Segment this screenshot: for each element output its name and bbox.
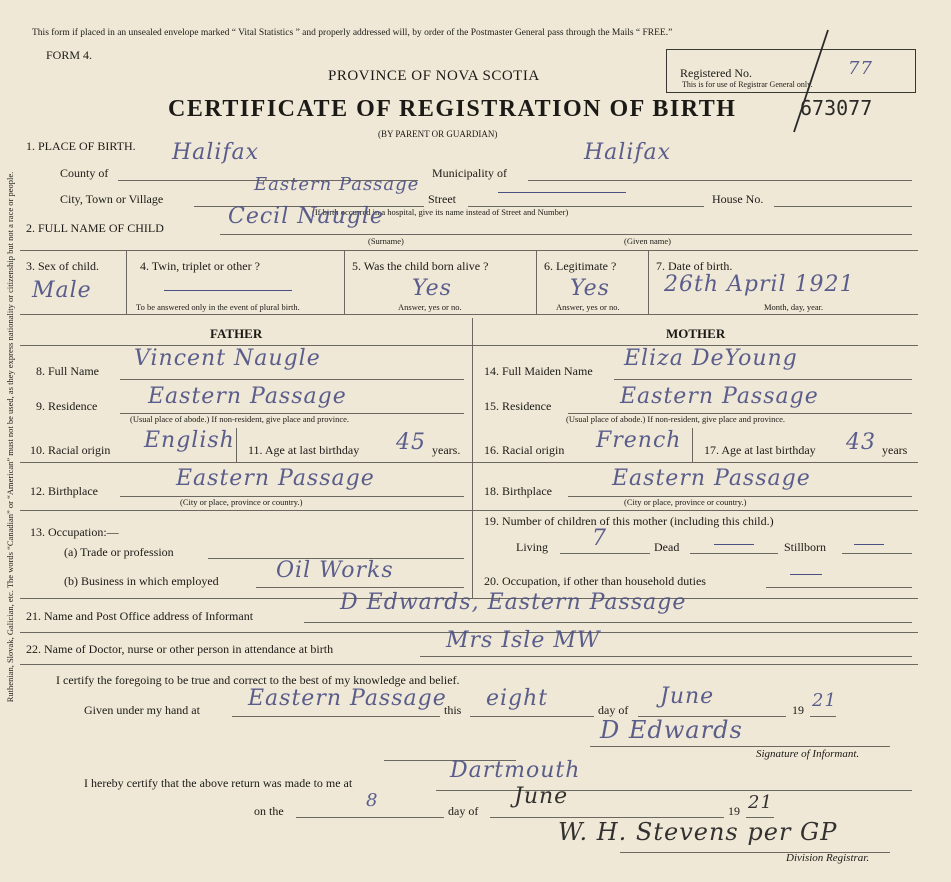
- mother-residence-value: Eastern Passage: [620, 384, 819, 409]
- registrar-day-of-label: day of: [448, 804, 479, 818]
- father-race-label: 10. Racial origin: [30, 443, 111, 457]
- attendant-label: 22. Name of Doctor, nurse or other person in attendance at birth: [26, 642, 334, 656]
- mother-birthplace-label: 18. Birthplace: [484, 484, 552, 498]
- on-the-label: on the: [254, 804, 284, 818]
- registrar-month-value: June: [514, 784, 569, 809]
- county-label: County of: [60, 166, 109, 180]
- father-birthplace-note: (City or place, province or country.): [180, 497, 303, 507]
- dob-note: Month, day, year.: [764, 302, 824, 312]
- legitimate-note: Answer, yes or no.: [556, 302, 620, 312]
- place-of-birth-label: 1. PLACE OF BIRTH.: [26, 139, 136, 153]
- mother-residence-label: 15. Residence: [484, 399, 552, 413]
- surname-caption: (Surname): [368, 236, 404, 246]
- father-residence-value: Eastern Passage: [148, 384, 347, 409]
- children-count-label: 19. Number of children of this mother (including this child.): [484, 514, 774, 528]
- father-birthplace-label: 12. Birthplace: [30, 484, 98, 498]
- county-value: Halifax: [172, 140, 260, 165]
- registered-no-label: Registered No.: [680, 66, 752, 80]
- mother-birthplace-note: (City or place, province or country.): [624, 497, 747, 507]
- registrar-year-value: 21: [748, 792, 773, 813]
- registered-no-value: 77: [848, 58, 873, 79]
- certify-statement: I certify the foregoing to be true and correct to the best of my knowledge and belief.: [56, 673, 460, 687]
- day-of-label: day of: [598, 703, 629, 717]
- city-label: City, Town or Village: [60, 192, 164, 206]
- mother-residence-note: (Usual place of abode.) If non-resident, give place and province.: [566, 414, 786, 424]
- dob-value: 26th April 1921: [664, 272, 855, 297]
- given-name-caption: (Given name): [624, 236, 671, 246]
- given-place-value: Eastern Passage: [248, 686, 447, 711]
- informant-signature: D Edwards: [600, 716, 743, 744]
- father-header: FATHER: [210, 326, 263, 341]
- registrar-day-value: 8: [366, 790, 379, 811]
- top-notice: This form if placed in an unsealed envelope marked “ Vital Statistics ” and properly addressed will, by order of the Postmaster General pass through the Mails “ FREE.”: [32, 28, 673, 38]
- informant-value: D Edwards, Eastern Passage: [340, 590, 687, 615]
- given-under-label: Given under my hand at: [84, 703, 200, 717]
- mother-header: MOTHER: [666, 326, 726, 341]
- legitimate-label: 6. Legitimate ?: [544, 259, 617, 273]
- informant-signature-caption: Signature of Informant.: [756, 748, 860, 760]
- born-alive-note: Answer, yes or no.: [398, 302, 462, 312]
- father-residence-note: (Usual place of abode.) If non-resident, give place and province.: [130, 414, 350, 424]
- father-age-value: 45: [396, 430, 426, 455]
- hospital-note: (If birth occurred in a hospital, give its name instead of Street and Number): [312, 207, 569, 217]
- living-label: Living: [516, 540, 548, 554]
- city-value: Eastern Passage: [254, 174, 420, 195]
- side-notice: Ruthenian, Slovak, Galician, etc. The words “Canadian” or “American” must not be used, as they express nationality or citizenship but not a race or people.: [5, 171, 15, 703]
- father-race-value: English: [144, 428, 235, 453]
- twin-note: To be answered only in the event of plural birth.: [136, 302, 300, 312]
- legitimate-value: Yes: [570, 276, 610, 301]
- municipality-value: Halifax: [584, 140, 672, 165]
- father-age-unit: years.: [432, 443, 461, 457]
- page-subtitle: (BY PARENT OR GUARDIAN): [378, 129, 498, 139]
- mother-age-label: 17. Age at last birthday: [704, 443, 816, 457]
- house-no-label: House No.: [712, 192, 764, 206]
- given-year-prefix: 19: [792, 703, 804, 717]
- mother-race-label: 16. Racial origin: [484, 443, 565, 457]
- registrar-statement: I hereby certify that the above return was made to me at: [84, 776, 353, 790]
- business-value: Oil Works: [276, 558, 394, 583]
- registrar-caption: Division Registrar.: [786, 852, 870, 864]
- attendant-value: Mrs Isle MW: [446, 628, 601, 653]
- trade-label: (a) Trade or profession: [64, 545, 174, 559]
- mother-race-value: French: [596, 428, 682, 453]
- page-title: CERTIFICATE OF REGISTRATION OF BIRTH: [168, 96, 737, 122]
- street-label: Street: [428, 192, 456, 206]
- registrar-signature: W. H. Stevens per GP: [558, 818, 838, 846]
- father-birthplace-value: Eastern Passage: [176, 466, 375, 491]
- given-year-value: 21: [812, 690, 837, 711]
- mother-name-value: Eliza DeYoung: [624, 346, 798, 371]
- given-month-value: June: [660, 684, 715, 709]
- given-day-value: eight: [486, 686, 549, 711]
- occupation-label: 13. Occupation:—: [30, 525, 119, 539]
- province-heading: PROVINCE OF NOVA SCOTIA: [328, 68, 540, 84]
- born-alive-value: Yes: [412, 276, 452, 301]
- mother-name-label: 14. Full Maiden Name: [484, 364, 593, 378]
- registrar-place-value: Dartmouth: [450, 758, 581, 783]
- mother-age-value: 43: [846, 430, 876, 455]
- business-label: (b) Business in which employed: [64, 574, 219, 588]
- father-name-value: Vincent Naugle: [134, 346, 321, 371]
- child-name-label: 2. FULL NAME OF CHILD: [26, 221, 164, 235]
- form-number: FORM 4.: [46, 48, 93, 62]
- mother-birthplace-value: Eastern Passage: [612, 466, 811, 491]
- mother-occupation-label: 20. Occupation, if other than household duties: [484, 574, 706, 588]
- twin-label: 4. Twin, triplet or other ?: [140, 259, 260, 273]
- registered-no-note: This is for use of Registrar General only.: [682, 80, 813, 89]
- stamp-number: 673077: [800, 96, 873, 120]
- sex-label: 3. Sex of child.: [26, 259, 99, 273]
- born-alive-label: 5. Was the child born alive ?: [352, 259, 489, 273]
- dob-label: 7. Date of birth.: [656, 259, 733, 273]
- father-age-label: 11. Age at last birthday: [248, 443, 360, 457]
- municipality-label: Municipality of: [432, 166, 507, 180]
- father-name-label: 8. Full Name: [36, 364, 99, 378]
- father-residence-label: 9. Residence: [36, 399, 98, 413]
- child-name-value: Cecil Naugle: [228, 204, 384, 229]
- dead-label: Dead: [654, 540, 680, 554]
- stillborn-label: Stillborn: [784, 540, 827, 554]
- registrar-year-prefix: 19: [728, 804, 740, 818]
- informant-label: 21. Name and Post Office address of Informant: [26, 609, 254, 623]
- mother-age-unit: years: [882, 443, 908, 457]
- sex-value: Male: [32, 278, 92, 303]
- living-value: 7: [592, 526, 607, 551]
- this-label: this: [444, 703, 462, 717]
- registrar-stroke: [780, 28, 840, 138]
